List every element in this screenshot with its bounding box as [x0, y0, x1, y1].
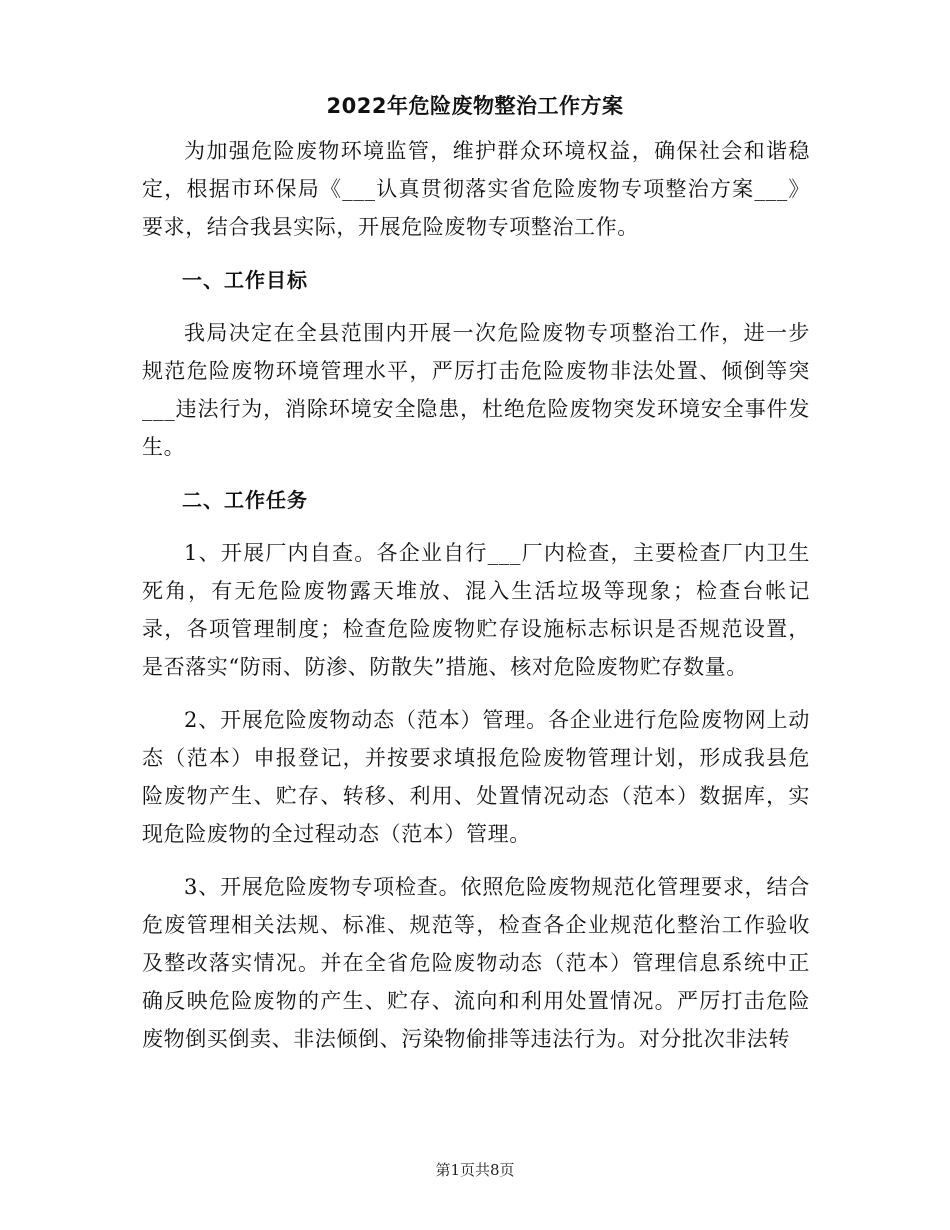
- goals-paragraph: 我局决定在全县范围内开展一次危险废物专项整治工作，进一步规范危险废物环境管理水平，严厉打击危险废物非法处置、倾倒等突___违法行为，消除环境安全隐患，杜绝危险废物突发环境安全事件发生。: [142, 321, 810, 459]
- section-heading-tasks: 二、工作任务: [182, 488, 308, 512]
- paragraph-gap: [142, 466, 810, 481]
- page-footer: 第1页共8页: [435, 1161, 515, 1179]
- paragraph-gap: [142, 853, 810, 868]
- document-body: [142, 132, 810, 1058]
- document-title: 2022年危险废物整治工作方案: [326, 94, 624, 118]
- task-paragraph-3: 3、开展危险废物专项检查。依照危险废物规范化管理要求，结合危废管理相关法规、标准、规范等，检查各企业规范化整治工作验收及整改落实情况。并在全省危险废物动态（范本）管理信息系统中正确反映危险废物的产生、贮存、流向和利用处置情况。严厉打击危险废物倒买倒卖、非法倾倒、污染物偷排等违法行为。对分批次非法转: [142, 875, 810, 1051]
- paragraph-gap: [142, 686, 810, 701]
- intro-paragraph: 为加强危险废物环境监管，维护群众环境权益，确保社会和谐稳定，根据市环保局《___认真贯彻落实省危险废物专项整治方案___》要求，结合我县实际，开展危险废物专项整治工作。: [142, 139, 810, 239]
- paragraph-gap: [142, 299, 810, 314]
- paragraph-gap: [142, 246, 810, 261]
- section-heading-goals: 一、工作目标: [182, 268, 308, 292]
- paragraph-gap: [142, 519, 810, 534]
- task-paragraph-1: 1、开展厂内自查。各企业自行___厂内检查，主要检查厂内卫生死角，有无危险废物露天堆放、混入生活垃圾等现象；检查台帐记录，各项管理制度；检查危险废物贮存设施标志标识是否规范设置，是否落实“防雨、防渗、防散失”措施、核对危险废物贮存数量。: [142, 541, 810, 679]
- task-paragraph-2: 2、开展危险废物动态（范本）管理。各企业进行危险废物网上动态（范本）申报登记，并按要求填报危险废物管理计划，形成我县危险废物产生、贮存、转移、利用、处置情况动态（范本）数据库，实现危险废物的全过程动态（范本）管理。: [142, 708, 810, 846]
